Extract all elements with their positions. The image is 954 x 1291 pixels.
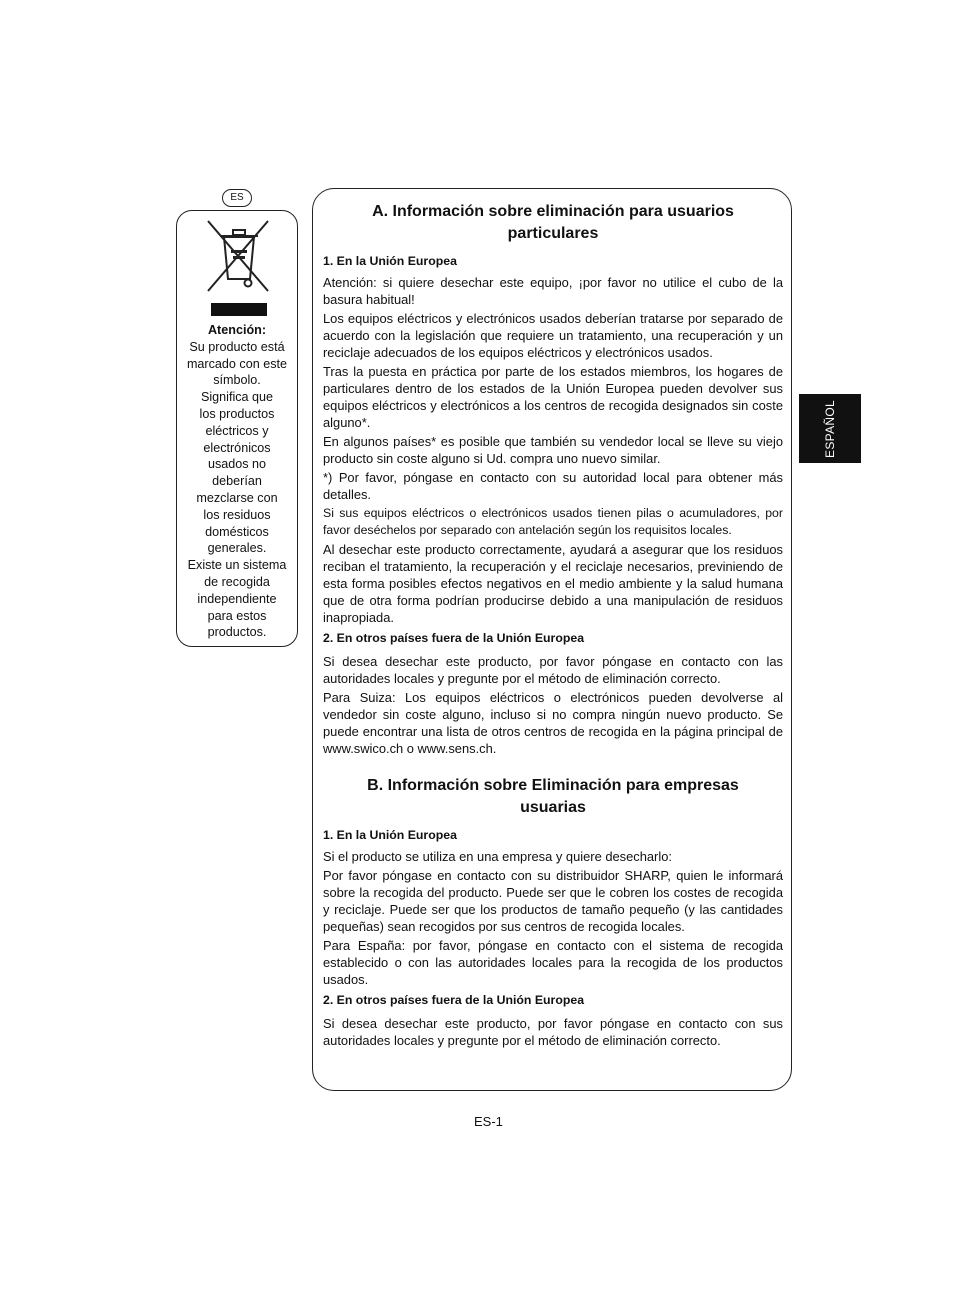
- paragraph: Atención: si quiere desechar este equipo, ¡por favor no utilice el cubo de la basura habitual!: [323, 275, 783, 307]
- notice-line: Existe un sistema: [187, 558, 287, 573]
- paragraph: Para España: por favor, póngase en contacto con el sistema de recogida establecido o con las autoridades locales para la recogida de los productos usados.: [323, 938, 783, 987]
- notice-line: domésticos: [205, 524, 269, 539]
- notice-line: mezclarse con: [196, 490, 278, 505]
- paragraph: *) Por favor, póngase en contacto con su autoridad local para obtener más detalles.: [323, 470, 783, 502]
- paragraph: Para Suiza: Los equipos eléctricos o electrónicos pueden devolverse al vendedor sin coste alguno, incluso si no compra ningún nuevo producto. Se puede encontrar una lista de otros centros de recogida en la página principal de www.swico.ch o www.sens.ch.: [323, 690, 783, 756]
- notice-line: de recogida: [204, 574, 270, 589]
- notice-line: símbolo.: [213, 373, 261, 388]
- language-tab-label: ESPAÑOL: [823, 399, 837, 458]
- paragraph: Al desechar este producto correctamente, ayudará a asegurar que los residuos reciban el tratamiento, la recuperación y el reciclaje necesarios, previniendo de esta forma posibles efectos negativos en el medio ambiente y la salud humana que de otra forma podrían producirse debido a una manipulación de residuos inapropiada.: [323, 542, 783, 625]
- language-tab: [799, 394, 861, 463]
- disposal-information-box: [312, 188, 792, 1091]
- notice-line: usados no: [207, 457, 267, 472]
- language-badge: ES: [222, 189, 252, 207]
- paragraph: Si desea desechar este producto, por favor póngase en contacto con las autoridades locales y pregunte por el método de eliminación correcto.: [323, 654, 783, 686]
- section-a-subheading-non-eu: 2. En otros países fuera de la Unión Europea: [323, 631, 585, 645]
- paragraph: Si desea desechar este producto, por favor póngase en contacto con sus autoridades locales y pregunte por el método de eliminación correcto.: [323, 1016, 783, 1048]
- section-b-title: B. Información sobre Eliminación para empresas usuarias: [367, 777, 739, 816]
- notice-line: generales.: [207, 541, 267, 556]
- section-b-subheading-non-eu: 2. En otros países fuera de la Unión Europea: [323, 993, 585, 1007]
- paragraph: En algunos países* es posible que también su vendedor local se lleve su viejo producto sin coste alguno si Ud. compra uno nuevo similar.: [323, 434, 783, 466]
- paragraph: Tras la puesta en práctica por parte de los estados miembros, los hogares de particulares dentro de los estados de la Unión Europea pueden devolver sus equipos eléctricos y electrónicos a los centros de recogida designados sin coste alguno*.: [323, 364, 783, 430]
- black-bar: [211, 303, 267, 316]
- paragraph: Si el producto se utiliza en una empresa y quiere desecharlo:: [323, 849, 672, 864]
- notice-line: Su producto está: [189, 339, 285, 354]
- notice-line: Significa que: [200, 390, 274, 405]
- notice-line: los productos: [199, 406, 275, 421]
- section-a-subheading-eu: 1. En la Unión Europea: [323, 254, 457, 268]
- crossed-out-wheelie-bin-icon: [204, 217, 272, 295]
- section-a-title: A. Información sobre eliminación para usuarios particulares: [372, 203, 734, 242]
- notice-line: marcado con este: [186, 356, 288, 371]
- weee-notice-box: [176, 210, 298, 647]
- notice-line: independiente: [197, 591, 277, 606]
- notice-line: eléctricos y: [205, 423, 269, 438]
- paragraph: Los equipos eléctricos y electrónicos usados deberían tratarse por separado de acuerdo con la legislación que requiere un tratamiento, una recuperación y un reciclaje adecuados de los equipos eléctricos y electrónicos usados.: [323, 311, 783, 360]
- paragraph: Si sus equipos eléctricos o electrónicos usados tienen pilas o acumuladores, por favor deséchelos por separado con antelación según los requisitos locales.: [323, 506, 783, 537]
- notice-line: deberían: [212, 474, 262, 489]
- notice-line: los residuos: [203, 507, 271, 522]
- page-number: ES-1: [474, 1114, 503, 1129]
- notice-line: productos.: [207, 625, 267, 640]
- notice-line: electrónicos: [203, 440, 271, 455]
- notice-line: para estos: [207, 608, 267, 623]
- section-b-subheading-eu: 1. En la Unión Europea: [323, 828, 457, 842]
- attention-heading: Atención:: [207, 323, 267, 337]
- paragraph: Por favor póngase en contacto con su distribuidor SHARP, quien le informará sobre la recogida del producto. Puede ser que le cobren los costes de recogida y reciclaje. Puede ser que los productos de tamaño pequeño (y las cantidades pequeñas) sean recogidos por sus centros de recogida locales.: [323, 868, 783, 934]
